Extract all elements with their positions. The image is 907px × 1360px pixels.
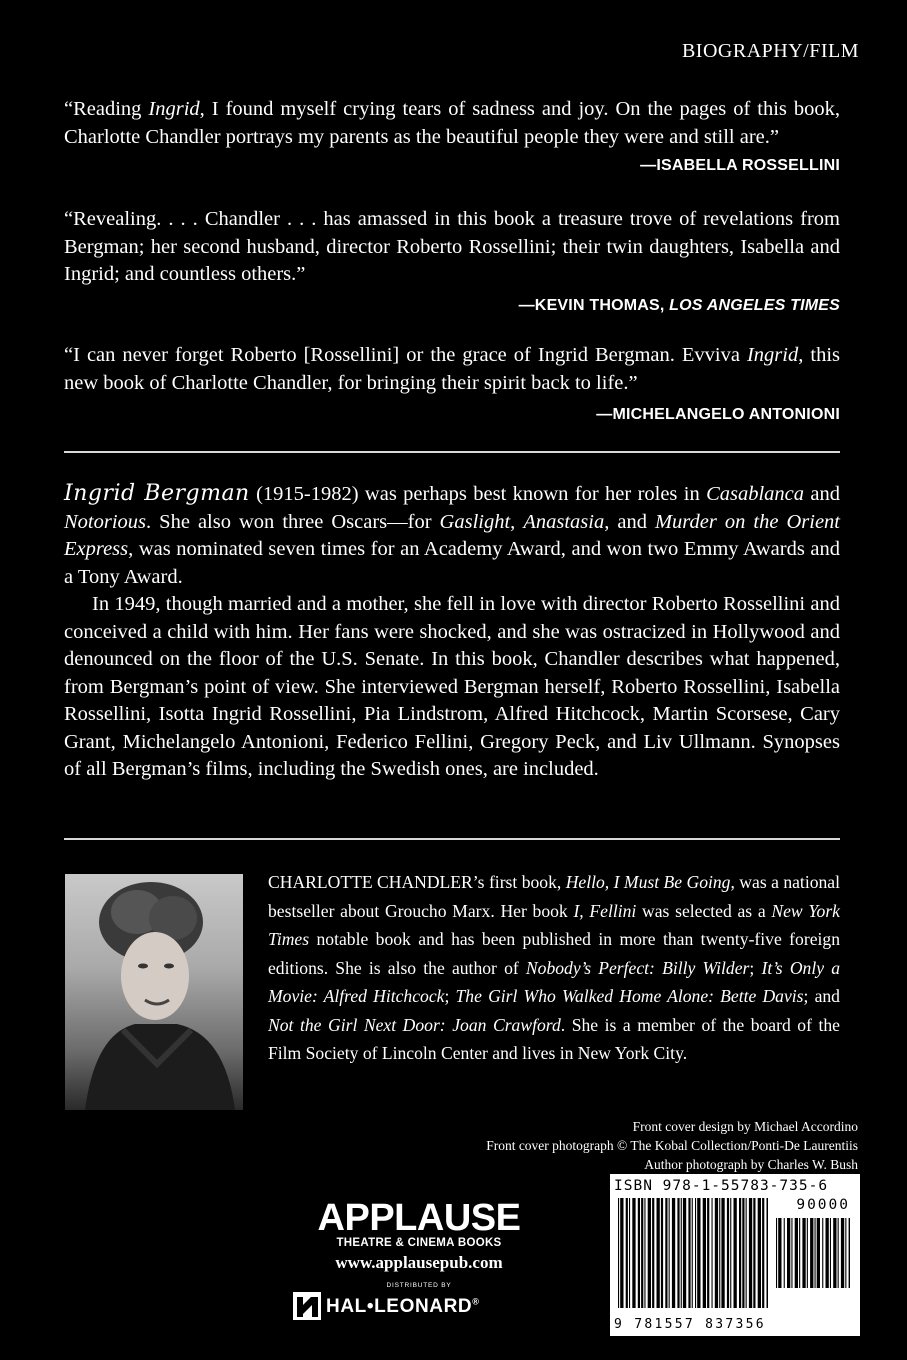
author-bio [268, 868, 840, 1068]
text-run: ; [749, 957, 762, 978]
barcode-bar [739, 1198, 741, 1308]
barcode-bar [845, 1218, 846, 1288]
barcode-bar [778, 1218, 781, 1288]
barcode-bar [822, 1218, 823, 1288]
barcode-bar [734, 1198, 737, 1308]
italic-title: Hello, I Must Be Going [565, 872, 731, 892]
blurb-quote-2 [64, 206, 840, 314]
text-run: , and [604, 510, 655, 533]
barcode-bar [746, 1198, 747, 1308]
price-code: 90000 [796, 1197, 850, 1213]
italic-title: Notorious [64, 510, 147, 533]
barcode-bar [669, 1198, 670, 1308]
barcode-bar [791, 1218, 792, 1288]
credit-line: Front cover design by Michael Accordino [632, 1119, 858, 1134]
italic-title: Murder on the Orient Express [64, 510, 840, 560]
barcode-bar [620, 1198, 623, 1308]
barcode-bar [697, 1198, 700, 1308]
barcode-bar [712, 1198, 713, 1308]
barcode-bar [715, 1198, 718, 1308]
barcode-bar [815, 1218, 816, 1288]
text-run: , was a national bestseller about Groucho Marx. Her book [268, 872, 840, 921]
barcode-bar [661, 1198, 663, 1308]
italic-title: Casablanca [706, 483, 805, 505]
category-label: BIOGRAPHY/FILM [681, 40, 859, 62]
distributed-by-label: DISTRIBUTED BY [386, 1282, 452, 1289]
barcode-bar [641, 1198, 643, 1308]
barcode-bar [833, 1218, 836, 1288]
barcode-bar [758, 1198, 761, 1308]
barcode-bar [838, 1218, 839, 1288]
text-run: , was nominated seven times for an Academy Award, and won two Emmy Awards and a Tony Award. [64, 538, 840, 588]
author-photo [65, 874, 243, 1110]
ean-barcode-icon [618, 1198, 768, 1308]
barcode-bar [727, 1198, 729, 1308]
barcode-bar [657, 1198, 660, 1308]
barcode-bar [692, 1198, 693, 1308]
barcode-bar [802, 1218, 805, 1288]
addon-barcode-icon [776, 1218, 850, 1308]
book-description [64, 480, 840, 784]
publisher-subtitle: THEATRE & CINEMA BOOKS [336, 1237, 502, 1249]
barcode-bar [688, 1198, 690, 1308]
barcode-bar [695, 1198, 696, 1308]
barcode-bar [618, 1198, 619, 1308]
barcode-bar [629, 1198, 630, 1308]
distributor-name: HAL•LEONARD® [326, 1296, 480, 1317]
divider [64, 838, 840, 840]
text-run: and [804, 483, 840, 505]
text-run: ; [444, 986, 456, 1006]
barcode-bar [652, 1198, 654, 1308]
italic-title: Gaslight [439, 510, 511, 533]
italic-title: The Girl Who Walked Home Alone: Bette Davis [455, 986, 804, 1006]
barcode-bar [703, 1198, 706, 1308]
description-paragraph-2: In 1949, though married and a mother, she fell in love with director Roberto Rossellini and conceived a child with him. Her fans were shocked, and she was ostracized in Hollywood and denounced on the floor of the U.S. Senate. In this book, Chandler describes what happened, from Bergman’s point of view. She interviewed Bergman herself, Roberto Rossellini, Isabella Rossellini, Isotta Ingrid Rossellini, Pia Lindstrom, Alfred Hitchcock, Martin Scorsese, Cary Grant, Michelangelo Antonioni, Federico Fellini, Gregory Peck, and Liv Ullmann. Synopses of all Bergman’s films, including the Swedish ones, are included. [64, 593, 840, 780]
text-run: (1915-1982) was perhaps best known for her roles in [249, 483, 707, 505]
barcode-bar [677, 1198, 679, 1308]
barcode-bar [681, 1198, 682, 1308]
barcode-bar [776, 1218, 777, 1288]
hal-leonard-logo-icon [292, 1291, 322, 1321]
isbn-barcode [610, 1174, 860, 1336]
barcode-bar [826, 1218, 829, 1288]
text-run: ; and [803, 986, 840, 1006]
barcode-bar [830, 1218, 831, 1288]
barcode-bar [648, 1198, 651, 1308]
barcode-bar [810, 1218, 813, 1288]
barcode-bar [644, 1198, 645, 1308]
blurb-text: “Reading Ingrid, I found myself crying tears of sadness and joy. On the pages of this book, Charlotte Chandler portrays my parents as the beautiful people they were and still are.” [64, 98, 840, 148]
barcode-bar [742, 1198, 744, 1308]
text-run: CHARLOTTE CHANDLER’s first book, [268, 872, 566, 892]
italic-title: Nobody’s Perfect: Billy Wilder [525, 957, 750, 978]
credit-line: Front cover photograph © The Kobal Collection/Ponti-De Laurentiis [486, 1138, 858, 1153]
barcode-bar [638, 1198, 640, 1308]
credit-line: Author photograph by Charles W. Bush [644, 1157, 858, 1172]
blurb-quote-3 [64, 342, 840, 423]
barcode-bar [817, 1218, 820, 1288]
barcode-bar [784, 1218, 785, 1288]
italic-title: New York Times [268, 900, 840, 949]
barcode-bar [719, 1198, 720, 1308]
italic-title: Anastasia [523, 510, 605, 533]
barcode-bar [767, 1198, 769, 1308]
publisher-website: www.applausepub.com [335, 1253, 503, 1272]
blurb-attribution: —MICHELANGELO ANTONIONI [596, 406, 840, 423]
barcode-bar [632, 1198, 635, 1308]
barcode-bar [762, 1198, 764, 1308]
barcode-bar [787, 1218, 790, 1288]
blurb-quote-1 [64, 96, 840, 174]
blurb-text: “Revealing. . . . Chandler . . . has amassed in this book a treasure trove of revelations from Bergman; her second husband, director Roberto Rossellini; their twin daughters, Isabella and Ingrid; and countless others.” [64, 208, 840, 285]
blurb-attribution: —KEVIN THOMAS, LOS ANGELES TIMES [518, 297, 840, 314]
barcode-bar [707, 1198, 709, 1308]
barcode-bar [799, 1218, 800, 1288]
barcode-bar [730, 1198, 731, 1308]
text-run: notable book and has been published in more than twenty-five foreign editions. She is also the author of [268, 929, 840, 978]
italic-title: It’s Only a Movie: Alfred Hitchcock [268, 957, 840, 1006]
cover-credits [486, 1117, 858, 1174]
text-run: . She also won three Oscars—for [146, 510, 440, 533]
blurb-text: “I can never forget Roberto [Rossellini] or the grace of Ingrid Bergman. Evviva Ingrid, this new book of Charlotte Chandler, for bringing their spirit back to life.” [64, 344, 840, 394]
blurb-attribution: —ISABELLA ROSSELLINI [640, 157, 840, 174]
italic-title: I, Fellini [573, 900, 637, 921]
barcode-bar [665, 1198, 667, 1308]
barcode-bar [683, 1198, 686, 1308]
barcode-bar [626, 1198, 628, 1308]
description-paragraph-1 [64, 480, 840, 591]
text-run: was selected as a [636, 900, 772, 921]
divider [64, 451, 840, 453]
author-bio-text [268, 868, 840, 1068]
text-run: , [510, 510, 524, 533]
publisher-logo: APPLAUSE [317, 1197, 521, 1239]
barcode-bar [849, 1218, 850, 1288]
barcode-bar [795, 1218, 798, 1288]
barcode-bar [807, 1218, 808, 1288]
isbn-text: ISBN 978-1-55783-735-6 [614, 1178, 829, 1194]
text-run: . She is a member of the board of the Film Society of Lincoln Center and lives in New York City. [268, 1014, 840, 1063]
barcode-bar [753, 1198, 755, 1308]
subject-name: Ingrid Bergman [64, 481, 250, 506]
barcode-bar [749, 1198, 752, 1308]
barcode-bar [672, 1198, 675, 1308]
ean-number: 9 781557 837356 [614, 1317, 766, 1332]
italic-title: Not the Girl Next Door: Joan Crawford [268, 1014, 561, 1035]
barcode-bar [841, 1218, 844, 1288]
barcode-bar [721, 1198, 724, 1308]
